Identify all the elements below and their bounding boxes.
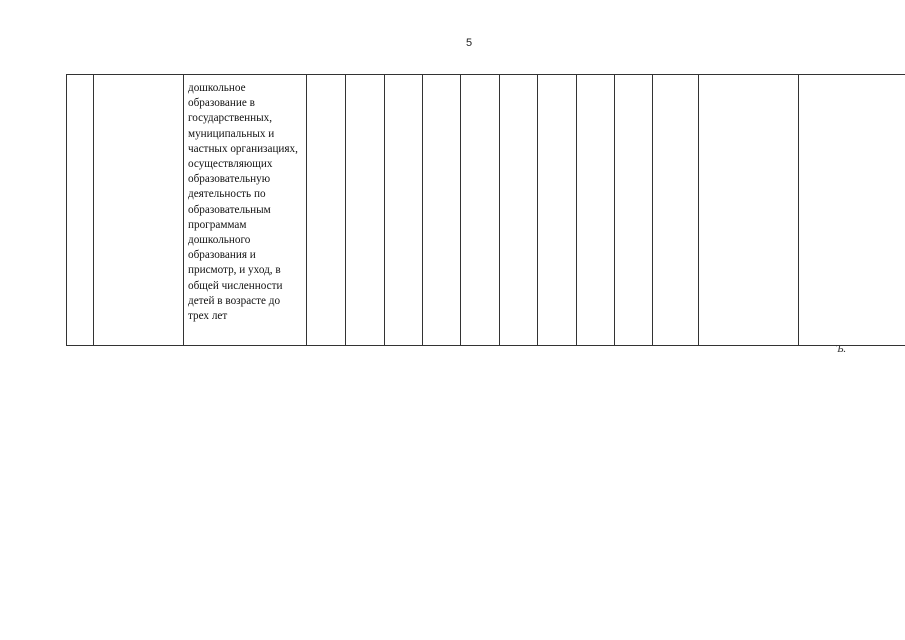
continuation-mark: Ъ.: [836, 343, 847, 355]
cell-value-2: [346, 75, 385, 346]
cell-value-3: [385, 75, 423, 346]
page-number: 5: [466, 37, 473, 49]
cell-value-10: [653, 75, 699, 346]
cell-indicator-text: дошкольное образование в государственных, муниципальных и частных организациях, осуществляющих образовательную деятельность по образовательным программам дошкольного образования и присмотр, и уход, в общей численности детей в возрасте до трех лет: [184, 75, 307, 346]
cell-value-4: [423, 75, 461, 346]
cell-value-12: [799, 75, 905, 346]
cell-name: [94, 75, 184, 346]
cell-value-5: [461, 75, 500, 346]
cell-value-8: [577, 75, 615, 346]
cell-value-11: [699, 75, 799, 346]
indicator-table: [66, 74, 905, 346]
cell-value-9: [615, 75, 653, 346]
cell-value-6: [500, 75, 538, 346]
cell-value-1: [307, 75, 346, 346]
table-row: [67, 75, 905, 346]
cell-value-7: [538, 75, 577, 346]
cell-number: [67, 75, 94, 346]
